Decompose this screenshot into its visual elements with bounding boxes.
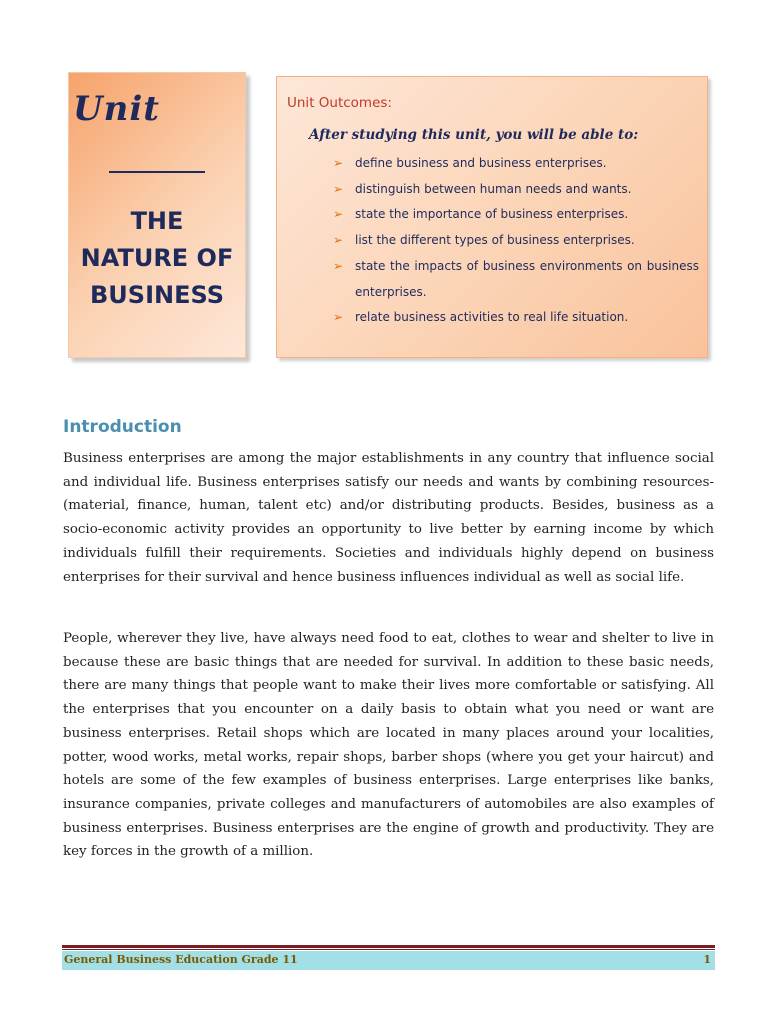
arrow-bullet-icon: ➢ <box>333 156 344 170</box>
outcomes-list <box>333 151 699 331</box>
paragraph-2: People, wherever they live, have always need food to eat, clothes to wear and shelter to live in because these are basic things that are needed for survival. In addition to these basic needs, there are many things that people want to make their lives more comfortable or satisfying. All the enterprises that you encounter on a daily basis to obtain what you need or want are business enterprises. Retail shops which are located in many places around your localities, potter, wood works, metal works, repair shops, barber shops (where you get your haircut) and hotels are some of the few examples of business enterprises. Large enterprises like banks, insurance companies, private colleges and manufacturers of automobiles are also examples of business enterprises. Business enterprises are the engine of growth and productivity. They are key forces in the growth of a million. <box>63 631 714 860</box>
page-number: 1 <box>703 953 711 966</box>
list-item: ➢ relate business activities to real life situation. <box>333 305 699 331</box>
unit-title-line-1: THE <box>130 207 184 235</box>
list-item: ➢ define business and business enterprises. <box>333 151 699 177</box>
list-item: ➢ state the importance of business enterprises. <box>333 202 699 228</box>
unit-divider <box>109 171 205 173</box>
footer-title: General Business Education Grade 11 <box>64 953 298 966</box>
arrow-bullet-icon: ➢ <box>333 233 344 248</box>
list-item: ➢ state the impacts of business environments on business enterprises. <box>333 254 699 305</box>
footer-divider-thin <box>62 949 715 950</box>
outcomes-intro: After studying this unit, you will be able to: <box>309 127 639 143</box>
unit-title-line-2: NATURE OF <box>80 244 234 272</box>
unit-title-line-3: BUSINESS <box>90 281 224 309</box>
unit-title-box <box>68 72 246 358</box>
page-footer <box>62 951 715 970</box>
footer-divider <box>62 945 715 948</box>
arrow-bullet-icon: ➢ <box>333 258 344 273</box>
arrow-bullet-icon: ➢ <box>333 310 344 325</box>
arrow-bullet-icon: ➢ <box>333 181 344 196</box>
list-item: ➢ list the different types of business enterprises. <box>333 228 699 254</box>
unit-label: Unit <box>73 89 160 129</box>
unit-title <box>69 203 245 314</box>
paragraph-1: Business enterprises are among the major establishments in any country that influence social and individual life. Business enterprises satisfy our needs and wants by combining resources-(material, finance, human, talent etc) and/or distributing products. Besides, business as a socio-economic activity provides an opportunity to live better by earning income by which individuals fulfill their requirements. Societies and individuals highly depend on business enterprises for their survival and hence business influences individual as well as social life. <box>63 451 714 585</box>
outcomes-heading: Unit Outcomes: <box>287 95 392 111</box>
list-item: ➢ distinguish between human needs and wants. <box>333 177 699 203</box>
arrow-bullet-icon: ➢ <box>333 207 344 222</box>
unit-outcomes-box <box>276 76 708 358</box>
introduction-heading: Introduction <box>63 417 182 437</box>
